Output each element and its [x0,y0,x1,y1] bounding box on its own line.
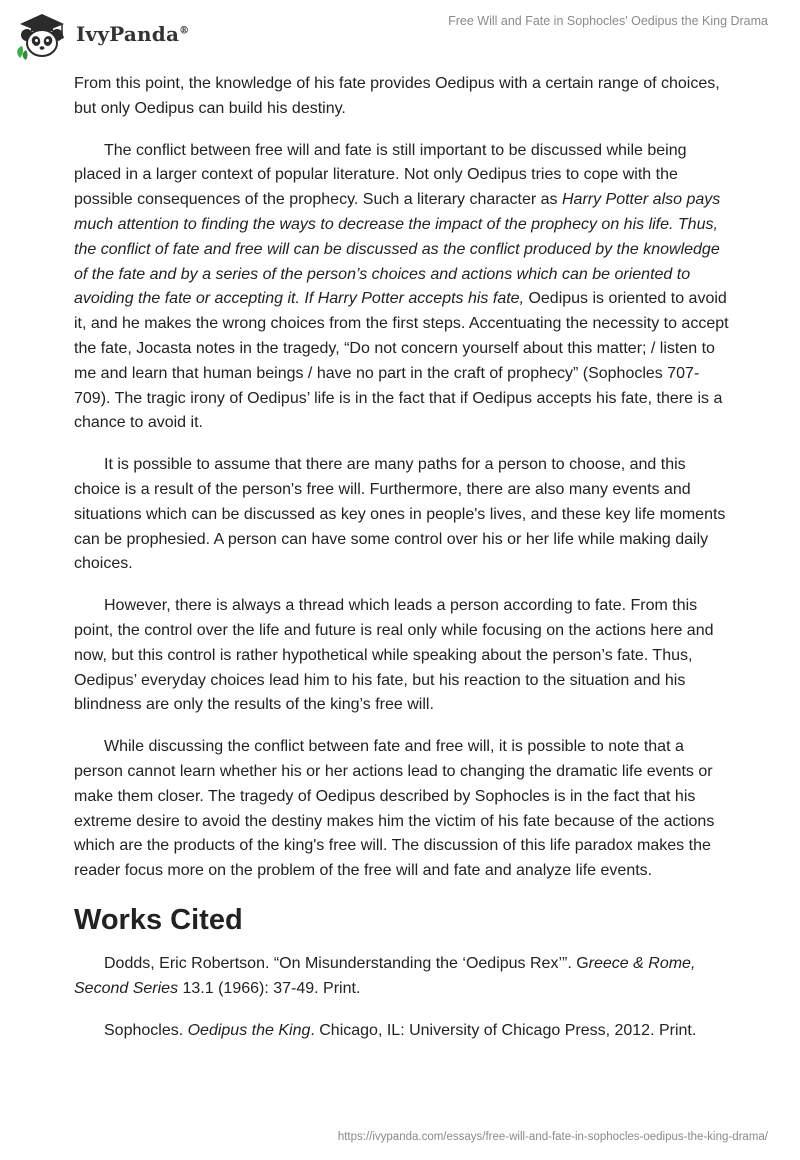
works-cited-heading: Works Cited [74,903,243,936]
paragraph-4: However, there is always a thread which leads a person according to fate. From this point, the control over the life and future is real only while focusing on the actions here and now, but this control is rather hypothetical while speaking about the person’s fate. Thus, Oedipus’ everyday choices lead him to his fate, but his reaction to the situation and his blindness are only the results of the king’s free will. [74,597,714,714]
document-title: Free Will and Fate in Sophocles' Oedipus the King Drama [448,14,768,28]
paragraph-2: The conflict between free will and fate is still important to be discussed while being placed in a larger context of popular literature. Not only Oedipus tries to cope with the possible consequences of the prophecy. Such a literary character as Harry Potter also pays much attention to finding the ways to decrease the impact of the prophecy on his life. Thus, the conflict of fate and free will can be discussed as the conflict produced by the knowledge of the fate and by a series of the person’s choices and actions which can be oriented to avoiding the fate or accepting it. If Harry Potter accepts his fate, Oedipus is oriented to avoid it, and he makes the wrong choices from the first steps. Accentuating the necessity to accept the fate, Jocasta notes in the tragedy, “Do not concern yourself about this matter; / listen to me and learn that human beings / have no part in the craft of prophecy” (Sophocles 707-709). The tragic irony of Oedipus’ life is in the fact that if Oedipus accepts his fate, there is a chance to avoid it. [74,141,729,432]
citation-sophocles: Sophocles. Oedipus the King. Chicago, IL: University of Chicago Press, 2012. Print. [104,1021,697,1039]
brand-name: IvyPanda® [76,22,190,46]
panda-mascot-icon [14,8,70,60]
brand-logo[interactable] [14,8,204,60]
paragraph-3: It is possible to assume that there are many paths for a person to choose, and this choice is a result of the person's free will. Furthermore, there are also many events and situations which can be discussed as key ones in people's lives, and these key life moments can be prophesied. A person can have some control over his or her life while making daily choices. [74,456,726,573]
essay-body [74,72,734,1043]
registered-mark: ® [179,25,190,37]
citation-dodds: Dodds, Eric Robertson. “On Misunderstanding the ‘Oedipus Rex’”. Greece & Rome, Second Series 13.1 (1966): 37-49. Print. [74,954,696,997]
page-header [0,0,800,64]
italic-passage: Harry Potter also pays much attention to finding the ways to decrease the impact of the prophecy on his life. Thus, the conflict of fate and free will can be discussed as the conflict produced by the knowledge of the fate and by a series of the person’s choices and actions which can be oriented to avoiding the fate or accepting it. If Harry Potter accepts his fate, [74,191,721,308]
paragraph-1: From this point, the knowledge of his fate provides Oedipus with a certain range of choices, but only Oedipus can build his destiny. [74,75,720,117]
source-url[interactable]: https://ivypanda.com/essays/free-will-and-fate-in-sophocles-oedipus-the-king-drama/ [337,1131,768,1143]
paragraph-5: While discussing the conflict between fate and free will, it is possible to note that a person cannot learn whether his or her actions lead to changing the dramatic life events or make them closer. The tragedy of Oedipus described by Sophocles is in the fact that his extreme desire to avoid the destiny makes him the victim of his fate because of the actions which are the products of the king's free will. The discussion of this life paradox makes the reader focus more on the problem of the free will and fate and analyze life events. [74,738,715,880]
